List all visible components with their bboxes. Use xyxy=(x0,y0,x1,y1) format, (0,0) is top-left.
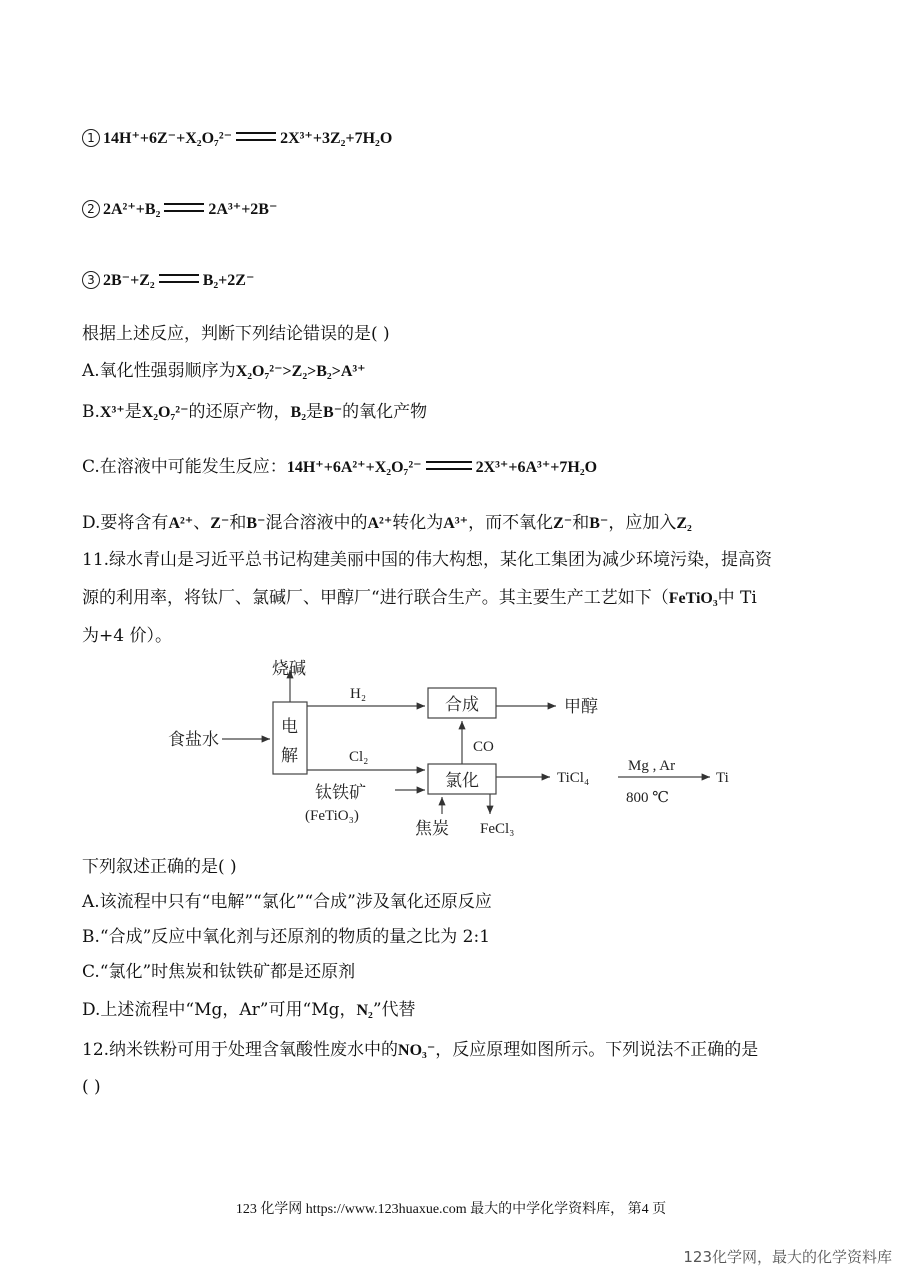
label-dianjie-2: 解 xyxy=(281,746,298,765)
equals-sign xyxy=(236,132,276,141)
formula: Z⁻ xyxy=(210,515,230,532)
option-text: A.氧化性强弱顺序为 xyxy=(82,361,236,381)
option-text: D.要将含有 xyxy=(82,513,169,533)
reaction-lhs: 2B⁻+Z₂ xyxy=(103,272,155,289)
formula: A²⁺ xyxy=(168,515,194,532)
option-text: B. xyxy=(82,402,100,422)
formula: Z₂ xyxy=(676,515,692,532)
q11-option-a: A.该流程中只有“电解”“氯化”“合成”涉及氧化还原反应 xyxy=(82,892,492,912)
option-text: 是 xyxy=(124,402,142,422)
formula: X₂O₇²⁻>Z₂>B₂>A³⁺ xyxy=(235,363,366,380)
formula: A³⁺ xyxy=(443,515,469,532)
process-flow-diagram xyxy=(160,650,760,845)
watermark: 123化学网，最大的化学资料库 xyxy=(683,1248,892,1266)
q12-stem-line-1 xyxy=(82,1038,758,1063)
label-shiyanshui: 食盐水 xyxy=(168,730,219,749)
q11-question: 下列叙述正确的是( ) xyxy=(82,857,237,877)
formula: N₂ xyxy=(356,1002,373,1019)
option-text: 的还原产物， xyxy=(188,402,291,422)
label-ti: Ti xyxy=(716,770,729,786)
label-fetio3: (FeTiO₃) xyxy=(305,808,359,824)
formula: NO₃⁻ xyxy=(398,1042,436,1059)
reaction-rhs: B₂+2Z⁻ xyxy=(202,272,255,289)
label-temp: 800 ℃ xyxy=(626,790,670,806)
q11-option-c: C.“氯化”时焦炭和钛铁矿都是还原剂 xyxy=(82,962,356,982)
circled-number: 3 xyxy=(82,271,100,289)
formula: Z⁻ xyxy=(553,515,573,532)
option-text: 和 xyxy=(572,513,590,533)
stem-text: ，反应原理如图所示。下列说法不正确的是 xyxy=(435,1040,759,1060)
formula: FeTiO₃ xyxy=(668,590,718,607)
option-text: 转化为 xyxy=(392,513,444,533)
q10-stem: 根据上述反应，判断下列结论错误的是( ) xyxy=(82,324,390,344)
label-h2: H₂ xyxy=(350,686,367,702)
equals-sign xyxy=(159,274,199,283)
option-text: ”代替 xyxy=(372,1000,416,1020)
option-text: 是 xyxy=(306,402,324,422)
circled-number: 1 xyxy=(82,129,100,147)
option-text: 、 xyxy=(193,513,211,533)
q11-stem-line-2 xyxy=(82,586,757,611)
formula: X₂O₇²⁻ xyxy=(141,404,189,421)
equals-sign xyxy=(164,203,204,212)
formula: B⁻ xyxy=(323,404,343,421)
label-fecl3: FeCl₃ xyxy=(480,821,515,837)
circled-number: 2 xyxy=(82,200,100,218)
option-text: 混合溶液中的 xyxy=(265,513,368,533)
q10-option-a xyxy=(82,359,366,384)
q10-option-b xyxy=(82,400,427,425)
q10-option-c xyxy=(82,455,597,480)
reaction-1 xyxy=(82,126,392,151)
q11-stem-line-1: 11.绿水青山是习近平总书记构建美丽中国的伟大构想，某化工集团为减少环境污染，提高资 xyxy=(82,550,773,570)
label-taitiekuang: 钛铁矿 xyxy=(315,783,366,802)
q11-option-b: B.“合成”反应中氧化剂与还原剂的物质的量之比为 2:1 xyxy=(82,927,491,947)
page-footer: 123 化学网 https://www.123huaxue.com 最大的中学化学资料库， 第4 页 xyxy=(235,1202,667,1217)
label-jiachun: 甲醇 xyxy=(564,697,598,716)
label-co: CO xyxy=(473,739,494,755)
formula: B⁻ xyxy=(246,515,266,532)
formula: X³⁺ xyxy=(99,404,125,421)
label-hecheng: 合成 xyxy=(445,695,479,714)
q10-option-d xyxy=(82,511,692,536)
label-jiaotan: 焦炭 xyxy=(415,819,449,838)
stem-text: 中 Ti xyxy=(717,588,757,608)
option-text: ，应加入 xyxy=(608,513,677,533)
option-text: ，而不氧化 xyxy=(468,513,554,533)
label-cl2: Cl₂ xyxy=(349,749,369,765)
label-luhua: 氯化 xyxy=(445,771,479,790)
reaction-lhs: 14H⁺+6Z⁻+X₂O₇²⁻ xyxy=(103,130,233,147)
reaction-3 xyxy=(82,268,254,293)
option-text: 的氧化产物 xyxy=(342,402,428,422)
formula: B⁻ xyxy=(589,515,609,532)
reaction-rhs: 2X³⁺+3Z₂+7H₂O xyxy=(280,130,393,147)
formula: 2X³⁺+6A³⁺+7H₂O xyxy=(475,459,598,476)
label-dianjie-1: 电 xyxy=(281,717,298,736)
stem-text: 源的利用率，将钛厂、氯碱厂、甲醇厂“进行联合生产。其主要生产工艺如下（ xyxy=(82,588,669,608)
q11-option-d xyxy=(82,998,416,1023)
label-shaojian: 烧碱 xyxy=(272,659,306,678)
reaction-rhs: 2A³⁺+2B⁻ xyxy=(208,201,278,218)
formula: 14H⁺+6A²⁺+X₂O₇²⁻ xyxy=(286,459,422,476)
label-mg-ar: Mg , Ar xyxy=(628,758,676,774)
q12-stem-line-2: ( ) xyxy=(82,1077,101,1097)
label-ticl4: TiCl₄ xyxy=(557,770,590,786)
option-text: 和 xyxy=(229,513,247,533)
option-text: C.在溶液中可能发生反应： xyxy=(82,457,287,477)
option-text: D.上述流程中“Mg，Ar”可用“Mg， xyxy=(82,1000,357,1020)
q11-stem-line-3: 为+4 价）。 xyxy=(82,626,172,646)
reaction-lhs: 2A²⁺+B₂ xyxy=(103,201,161,218)
equals-sign xyxy=(426,461,472,470)
reaction-2 xyxy=(82,197,277,222)
stem-text: 12.纳米铁粉可用于处理含氧酸性废水中的 xyxy=(82,1040,399,1060)
formula: A²⁺ xyxy=(367,515,393,532)
formula: B₂ xyxy=(290,404,307,421)
